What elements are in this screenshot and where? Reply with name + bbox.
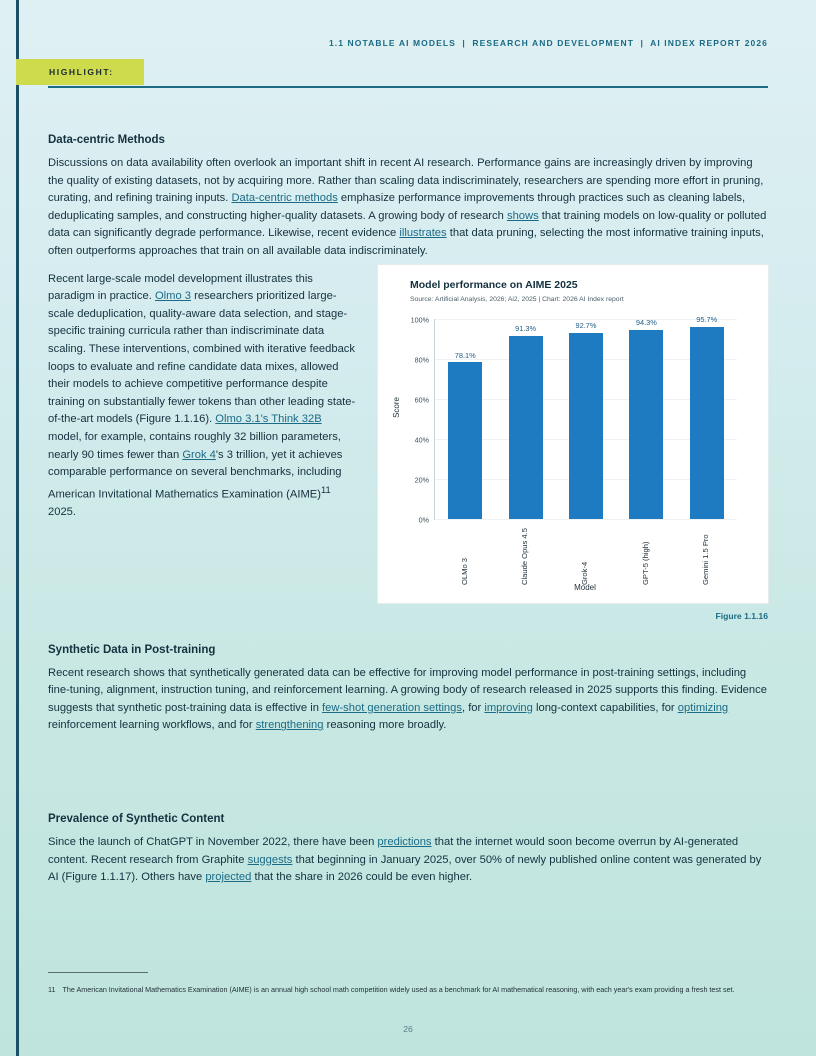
link-few-shot-generation-settings[interactable]: few-shot generation settings bbox=[322, 701, 462, 714]
text-fragment: researchers prioritized large-scale deduplication, quality-aware data selection, and stage-specific training curricula rather than indiscriminate data scaling. These interventions, combined with iterative feedback loops to evaluate and refine candidate data mixes, allowed their models to achieve competitive performance despite training on substantially fewer tokens than other leading state-of-the-art models (Figure 1.1.16). bbox=[48, 290, 356, 426]
text-fragment: Recent research shows that synthetically generated data can be effective for improving model performance in post-training settings, including fine-tuning, alignment, instruction tuning, and reinforcement learning. A growing body of research released in 2025 supports this finding. Evidence suggests that synthetic post-training data is effective in bbox=[48, 666, 767, 714]
x-tick bbox=[558, 523, 612, 585]
text-fragment: model, for example, contains roughly 32 billion parameters, nearly 90 times fewer than bbox=[48, 430, 341, 461]
chart-plot-area bbox=[410, 315, 737, 525]
bar-value-label: 91.3% bbox=[515, 324, 537, 334]
breadcrumb-separator-2: | bbox=[640, 38, 644, 48]
figure-and-text-block bbox=[48, 271, 768, 621]
bar[interactable] bbox=[629, 330, 663, 519]
breadcrumb-separator: | bbox=[462, 38, 466, 48]
breadcrumb-item-report: AI INDEX REPORT 2026 bbox=[650, 38, 768, 48]
bar[interactable] bbox=[569, 333, 603, 518]
footnote-marker: 11 bbox=[320, 484, 331, 495]
bar[interactable] bbox=[448, 362, 482, 518]
link-predictions[interactable]: predictions bbox=[377, 835, 432, 848]
x-tick-label: Gemini 1.5 Pro bbox=[701, 533, 711, 585]
bar-group-olmo3 bbox=[438, 319, 492, 519]
footnote-divider bbox=[48, 972, 148, 973]
text-fragment: that the internet would soon become overrun by AI-generated content. Recent research from Graphite bbox=[48, 835, 739, 866]
bar[interactable] bbox=[690, 327, 724, 518]
x-tick bbox=[437, 523, 491, 585]
y-tick-60: 60% bbox=[414, 395, 429, 405]
header-divider bbox=[48, 86, 768, 88]
highlight-label: HIGHLIGHT: bbox=[49, 67, 114, 77]
left-edge-rule bbox=[16, 0, 19, 1056]
link-grok-4[interactable]: Grok 4 bbox=[182, 448, 216, 461]
chart-y-axis-title: Score bbox=[392, 396, 401, 418]
y-tick-40: 40% bbox=[414, 435, 429, 445]
x-tick-label: OLMo 3 bbox=[459, 557, 469, 585]
bar-value-label: 95.7% bbox=[696, 315, 718, 325]
text-fragment: emphasize performance improvements through practices such as cleaning labels, deduplicating samples, and constructing higher-quality datasets. A growing body of research bbox=[48, 192, 746, 222]
bar-group-gpt5-high bbox=[619, 319, 673, 519]
heading-prevalence-synthetic-content: Prevalence of Synthetic Content bbox=[48, 812, 225, 825]
link-suggests[interactable]: suggests bbox=[247, 853, 293, 866]
link-shows[interactable]: shows bbox=[506, 209, 539, 222]
text-fragment: reinforcement learning workflows, and for bbox=[48, 719, 256, 732]
link-illustrates[interactable]: illustrates bbox=[399, 227, 447, 240]
chart-figure bbox=[378, 265, 768, 603]
chart-x-axis-title: Model bbox=[574, 582, 596, 592]
x-tick-label: Claude Opus 4.5 bbox=[520, 527, 530, 585]
text-fragment: Since the launch of ChatGPT in November 2022, there have been bbox=[48, 835, 378, 848]
spacer-2 bbox=[48, 745, 768, 773]
x-tick bbox=[618, 523, 672, 585]
y-tick-100: 100% bbox=[410, 315, 429, 325]
text-fragment: 's 3 trillion, yet it achieves comparable performance on several benchmarks, including American Invitational Mathematics Examination (AIME) bbox=[48, 448, 343, 501]
link-olmo-3[interactable]: Olmo 3 bbox=[154, 290, 192, 303]
figure-caption: Figure 1.1.16 bbox=[715, 610, 768, 621]
paragraph-olmo-column bbox=[48, 271, 356, 522]
chart-x-tick-labels bbox=[434, 523, 736, 585]
bar-value-label: 78.1% bbox=[454, 350, 476, 360]
text-fragment: that the share in 2026 could be even higher. bbox=[251, 871, 473, 884]
footnote bbox=[48, 984, 748, 995]
x-tick-label: Grok-4 bbox=[580, 561, 590, 585]
text-fragment: that data pruning, selecting the most informative training inputs, often outperforms approaches that train on all available data indiscriminately. bbox=[48, 227, 764, 257]
link-strengthening[interactable]: strengthening bbox=[255, 719, 324, 732]
link-olmo-think-32b[interactable]: Olmo 3.1's Think 32B bbox=[215, 413, 322, 426]
paragraph-data-centric-intro bbox=[48, 155, 768, 261]
bar-group-claude-opus-45 bbox=[498, 319, 552, 519]
text-fragment: Recent large-scale model development illustrates this paradigm in practice. bbox=[48, 272, 313, 303]
y-tick-20: 20% bbox=[414, 475, 429, 485]
bar-value-label: 92.7% bbox=[575, 321, 597, 331]
bar-group-gemini-15-pro bbox=[680, 315, 734, 519]
text-fragment: reasoning more broadly. bbox=[323, 719, 447, 732]
heading-data-centric-methods: Data-centric Methods bbox=[48, 134, 165, 146]
text-fragment: Discussions on data availability often overlook an important shift in recent AI research. Performance gains are increasingly driven by improving the quality of existing datasets, not by acquiring more. Rather than scaling data indiscriminately, researchers are spending more effort in pruning, curating, and refining training inputs. bbox=[48, 157, 764, 205]
text-fragment: 2025. bbox=[48, 506, 76, 519]
footnote-text: The American Invitational Mathematics Examination (AIME) is an annual high school math competition widely used as a benchmark for AI mathematical reasoning, with each year's exam providing a fresh test set. bbox=[62, 985, 735, 994]
x-tick bbox=[679, 523, 733, 585]
bar-group-grok-4 bbox=[559, 319, 613, 519]
link-projected[interactable]: projected bbox=[205, 871, 252, 884]
highlight-banner bbox=[16, 59, 144, 85]
chart-bars bbox=[435, 315, 737, 519]
footnote-number: 11 bbox=[48, 985, 56, 994]
text-fragment: , for bbox=[461, 701, 485, 714]
y-tick-80: 80% bbox=[414, 355, 429, 365]
text-fragment: that beginning in January 2025, over 50% of newly published online content was generated by AI (Figure 1.1.17). Others have bbox=[48, 853, 762, 884]
paragraph-prevalence bbox=[48, 834, 768, 887]
breadcrumb-item-section: 1.1 NOTABLE AI MODELS bbox=[328, 38, 456, 48]
chart-title: Model performance on AIME 2025 bbox=[410, 278, 578, 291]
bar[interactable] bbox=[509, 336, 543, 519]
text-fragment: long-context capabilities, for bbox=[532, 701, 678, 714]
spacer-3 bbox=[48, 773, 768, 813]
bar-value-label: 94.3% bbox=[635, 318, 657, 328]
x-tick-label: GPT-5 (high) bbox=[640, 541, 650, 585]
link-optimizing[interactable]: optimizing bbox=[677, 701, 729, 714]
chart-subtitle: Source: Artificial Analysis, 2026; Ai2, 2025 | Chart: 2026 AI Index report bbox=[410, 295, 624, 303]
link-improving[interactable]: improving bbox=[484, 701, 533, 714]
x-tick bbox=[497, 523, 551, 585]
paragraph-synthetic-post-training bbox=[48, 665, 768, 735]
page-header bbox=[48, 38, 768, 48]
y-tick-0: 0% bbox=[418, 515, 429, 525]
heading-synthetic-data-post-training: Synthetic Data in Post-training bbox=[48, 643, 216, 656]
page-content bbox=[48, 134, 768, 897]
page-number: 26 bbox=[403, 1024, 413, 1034]
text-fragment: that training models on low-quality or polluted data can significantly degrade performance. Likewise, recent evidence bbox=[48, 209, 767, 240]
link-data-centric-methods[interactable]: Data-centric methods bbox=[231, 192, 338, 205]
breadcrumb-item-chapter: RESEARCH AND DEVELOPMENT bbox=[472, 38, 634, 48]
